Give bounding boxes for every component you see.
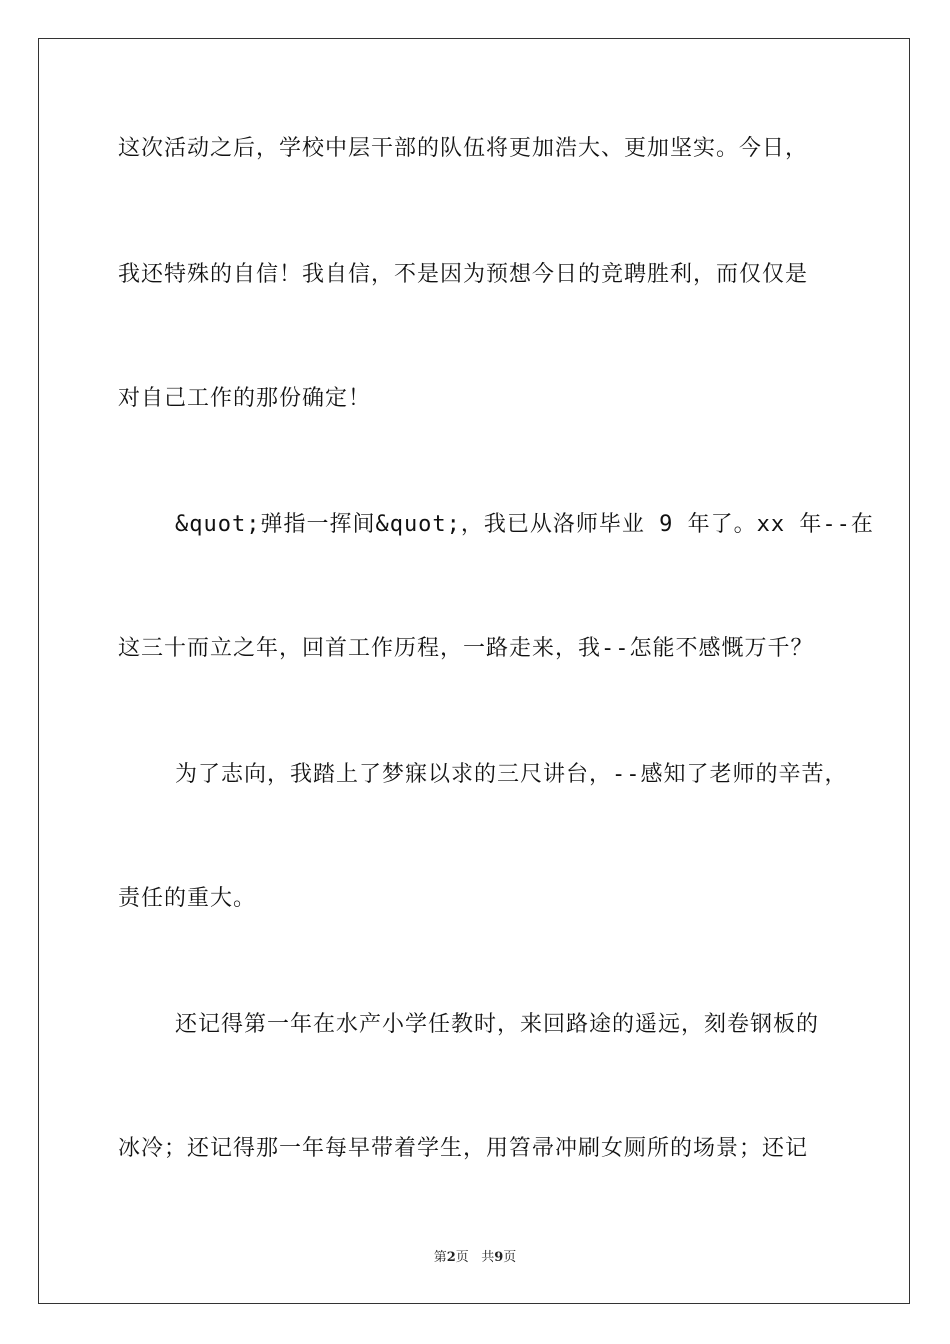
page-number: 2	[446, 1250, 456, 1265]
total-prefix: 共	[481, 1250, 495, 1265]
text-line: 为了志向，我踏上了梦寐以求的三尺讲台，--感知了老师的辛苦，	[118, 762, 848, 787]
text-line: &quot;弹指一挥间&quot;，我已从洛师毕业 9 年了。xx 年--在	[118, 512, 874, 537]
page-suffix: 页	[455, 1250, 469, 1265]
text-line: 对自己工作的那份确定！	[118, 386, 372, 411]
text-line: 这次活动之后，学校中层干部的队伍将更加浩大、更加坚实。今日，	[118, 136, 809, 161]
total-suffix: 页	[503, 1250, 517, 1265]
text-line: 这三十而立之年，回首工作历程，一路走来，我--怎能不感慨万千？	[118, 636, 814, 661]
text-line: 冰冷；还记得那一年每早带着学生，用笤帚冲刷女厕所的场景；还记	[118, 1136, 809, 1161]
total-pages: 9	[494, 1250, 504, 1265]
page-prefix: 第	[433, 1250, 447, 1265]
page-footer	[0, 1246, 950, 1265]
text-line: 我还特殊的自信！我自信，不是因为预想今日的竞聘胜利，而仅仅是	[118, 262, 809, 287]
page-frame	[38, 38, 910, 1304]
text-line: 还记得第一年在水产小学任教时，来回路途的遥远，刻卷钢板的	[118, 1012, 819, 1037]
text-line: 责任的重大。	[118, 886, 257, 911]
